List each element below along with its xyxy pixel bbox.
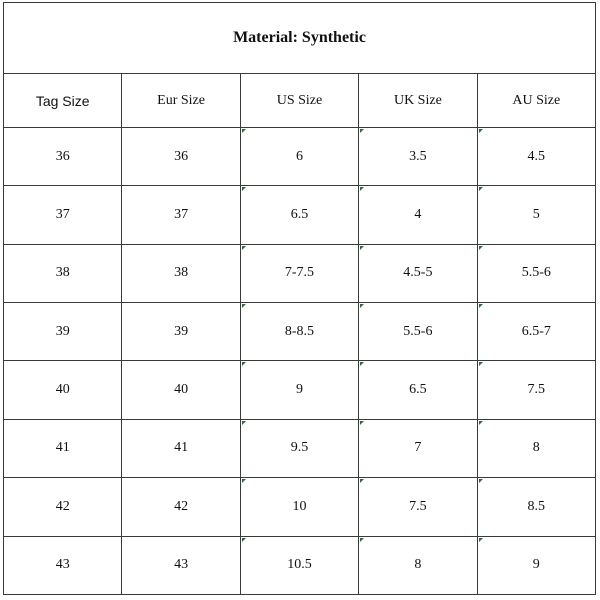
cell-au-size (477, 127, 595, 185)
cell-value: 6.5 (290, 206, 309, 222)
cell-value: 41 (174, 440, 189, 456)
cell-uk-size (359, 244, 477, 302)
cell-value: 9 (532, 557, 540, 573)
cell-value: 8 (414, 557, 422, 573)
cell-value: 40 (55, 382, 70, 398)
cell-au-size (477, 186, 595, 244)
table-row (4, 361, 596, 419)
cell-us-size (240, 186, 358, 244)
cell-eur-size (122, 419, 240, 477)
cell-tag-size (4, 419, 122, 477)
column-header-eur-size: Eur Size (122, 74, 240, 127)
cell-corner-marker (479, 246, 483, 250)
cell-value: 4.5 (527, 148, 546, 164)
column-header-tag-size: Tag Size (4, 74, 122, 127)
cell-value: 8.5 (527, 498, 546, 514)
table-row (4, 536, 596, 594)
cell-uk-size (359, 419, 477, 477)
cell-corner-marker (242, 538, 246, 542)
cell-corner-marker (360, 421, 364, 425)
cell-value: 10 (292, 498, 307, 514)
cell-value: 36 (174, 148, 189, 164)
header-row (4, 74, 596, 127)
cell-value: 9.5 (290, 440, 309, 456)
cell-corner-marker (360, 479, 364, 483)
cell-corner-marker (360, 129, 364, 133)
cell-eur-size (122, 361, 240, 419)
cell-uk-size (359, 186, 477, 244)
cell-value: 7 (414, 440, 422, 456)
cell-corner-marker (479, 479, 483, 483)
cell-tag-size (4, 536, 122, 594)
cell-us-size (240, 419, 358, 477)
cell-value: 5.5-6 (403, 323, 433, 339)
cell-value: 6.5 (409, 382, 427, 398)
cell-eur-size (122, 186, 240, 244)
cell-au-size (477, 536, 595, 594)
cell-value: 42 (55, 498, 70, 514)
cell-value: 37 (174, 206, 189, 222)
cell-tag-size (4, 244, 122, 302)
cell-uk-size (359, 127, 477, 185)
cell-value: 6.5-7 (521, 323, 551, 339)
cell-tag-size (4, 186, 122, 244)
cell-value: 10.5 (287, 557, 312, 573)
cell-corner-marker (242, 479, 246, 483)
cell-us-size (240, 361, 358, 419)
table-row (4, 186, 596, 244)
table-row (4, 303, 596, 361)
cell-uk-size (359, 536, 477, 594)
cell-au-size (477, 478, 595, 536)
cell-tag-size (4, 127, 122, 185)
cell-eur-size (122, 536, 240, 594)
cell-uk-size (359, 478, 477, 536)
cell-value: 9 (295, 382, 303, 398)
cell-value: 38 (55, 265, 70, 281)
cell-us-size (240, 478, 358, 536)
cell-uk-size (359, 303, 477, 361)
cell-value: 41 (55, 440, 70, 456)
cell-us-size (240, 127, 358, 185)
cell-value: 7-7.5 (284, 265, 315, 281)
cell-us-size (240, 536, 358, 594)
cell-value: 37 (55, 206, 70, 222)
table-row (4, 127, 596, 185)
column-header-au-size: AU Size (477, 74, 595, 127)
cell-eur-size (122, 127, 240, 185)
cell-eur-size (122, 303, 240, 361)
cell-corner-marker (479, 304, 483, 308)
cell-value: 4.5-5 (403, 265, 433, 281)
cell-us-size (240, 244, 358, 302)
cell-corner-marker (242, 362, 246, 366)
cell-corner-marker (479, 187, 483, 191)
cell-corner-marker (242, 246, 246, 250)
table-row (4, 478, 596, 536)
cell-corner-marker (360, 304, 364, 308)
cell-value: 43 (55, 557, 70, 573)
table-row (4, 419, 596, 477)
cell-value: 43 (174, 557, 189, 573)
cell-corner-marker (242, 421, 246, 425)
cell-corner-marker (242, 187, 246, 191)
cell-value: 38 (174, 265, 189, 281)
cell-corner-marker (360, 187, 364, 191)
column-header-uk-size: UK Size (359, 74, 477, 127)
size-chart-table (3, 2, 596, 595)
cell-value: 40 (174, 382, 189, 398)
cell-value: 5.5-6 (521, 265, 551, 281)
cell-eur-size (122, 244, 240, 302)
cell-corner-marker (360, 246, 364, 250)
cell-au-size (477, 361, 595, 419)
title-row (4, 3, 596, 74)
cell-value: 39 (55, 323, 70, 339)
cell-au-size (477, 419, 595, 477)
cell-corner-marker (479, 421, 483, 425)
cell-value: 3.5 (409, 148, 427, 164)
cell-value: 4 (414, 206, 422, 222)
cell-corner-marker (360, 362, 364, 366)
table-row (4, 244, 596, 302)
cell-us-size (240, 303, 358, 361)
cell-corner-marker (242, 129, 246, 133)
cell-value: 8-8.5 (284, 323, 315, 339)
cell-corner-marker (479, 129, 483, 133)
table-title: Material: Synthetic (4, 3, 596, 74)
cell-tag-size (4, 478, 122, 536)
column-header-us-size: US Size (240, 74, 358, 127)
cell-corner-marker (242, 304, 246, 308)
cell-corner-marker (360, 538, 364, 542)
cell-corner-marker (479, 538, 483, 542)
cell-eur-size (122, 478, 240, 536)
cell-corner-marker (479, 362, 483, 366)
cell-tag-size (4, 361, 122, 419)
cell-value: 36 (55, 148, 70, 164)
cell-value: 7.5 (527, 382, 546, 398)
cell-value: 42 (174, 498, 189, 514)
cell-value: 8 (532, 440, 540, 456)
cell-au-size (477, 244, 595, 302)
cell-uk-size (359, 361, 477, 419)
cell-tag-size (4, 303, 122, 361)
cell-value: 39 (174, 323, 189, 339)
cell-au-size (477, 303, 595, 361)
cell-value: 6 (295, 148, 303, 164)
cell-value: 5 (532, 206, 540, 222)
cell-value: 7.5 (409, 498, 427, 514)
